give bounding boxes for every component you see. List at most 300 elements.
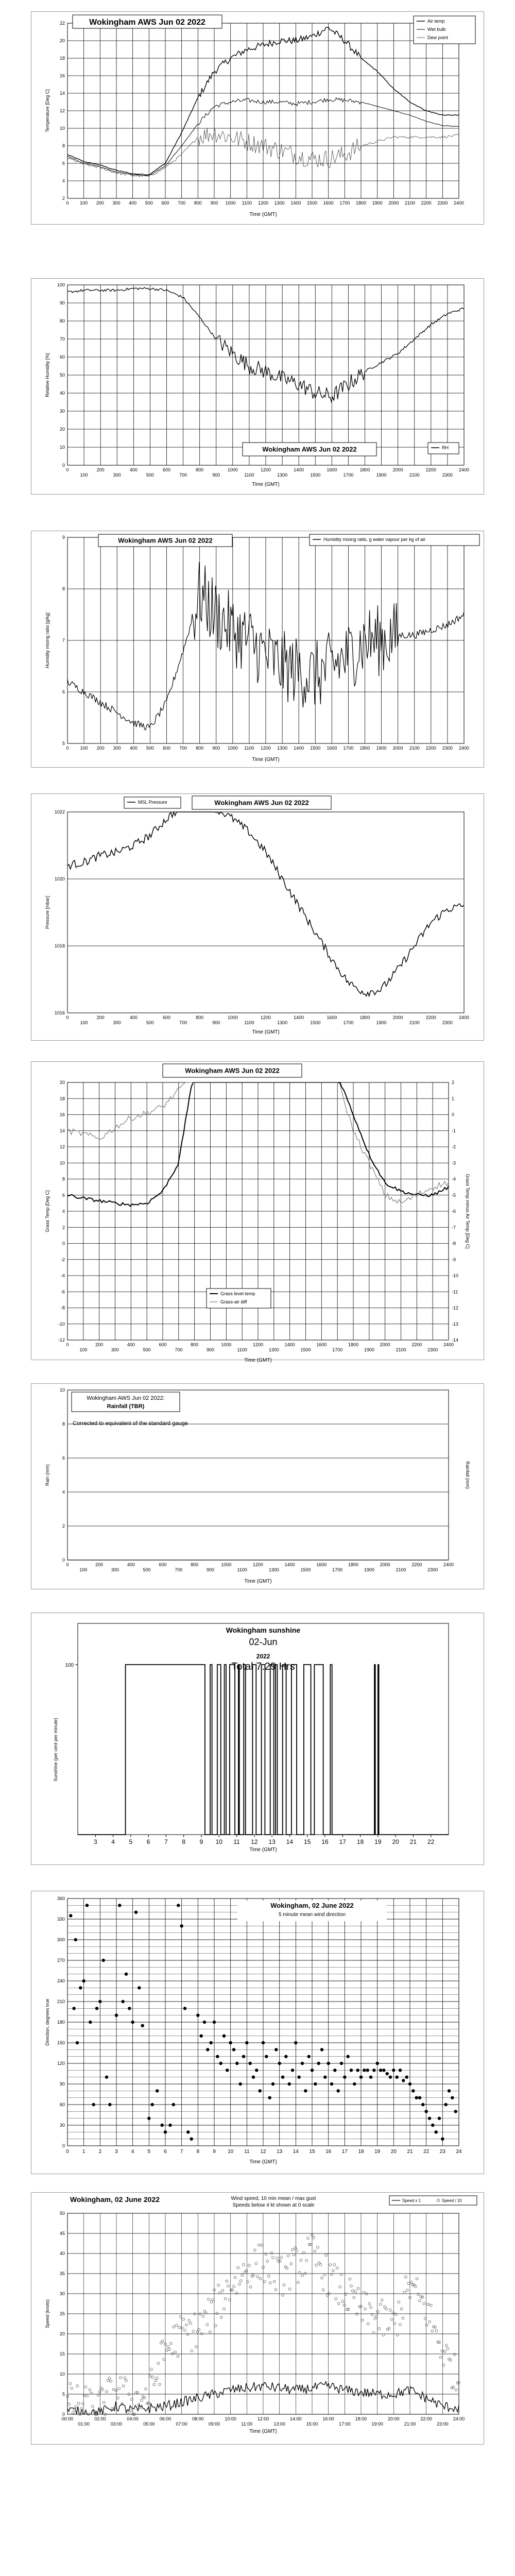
grass-xtick-label: 2400 bbox=[443, 1342, 454, 1347]
mix-xtick-label: 1500 bbox=[310, 745, 321, 751]
rain-xtick-label: 100 bbox=[79, 1567, 88, 1572]
dir-point bbox=[210, 2041, 213, 2044]
wind-xtick-label: 21:00 bbox=[404, 2421, 416, 2427]
temp-xtick-label: 200 bbox=[96, 200, 104, 206]
mix-xtick-label: 1800 bbox=[359, 745, 370, 751]
temperature-chart-panel bbox=[31, 11, 484, 225]
dir-point bbox=[245, 2041, 248, 2044]
grass-ytick-label: 20 bbox=[59, 1080, 65, 1085]
rh-xtick-label: 2100 bbox=[409, 472, 420, 478]
rain-ytick-label: 8 bbox=[62, 1421, 65, 1427]
grass-legend-label: Grass-air diff bbox=[220, 1299, 247, 1304]
sun-y-axis-label: Sunshine (per cent per minute) bbox=[53, 1718, 58, 1782]
dir-point bbox=[366, 2069, 369, 2072]
dir-chart-subtitle: 5 minute mean wind direction bbox=[278, 1912, 346, 1918]
temp-xtick-label: 2200 bbox=[421, 200, 432, 206]
wind-ytick-label: 0 bbox=[62, 2412, 65, 2417]
dir-ytick-label: 60 bbox=[59, 2102, 65, 2107]
dir-point bbox=[363, 2069, 366, 2072]
grass-temp-chart bbox=[31, 1062, 484, 1363]
rh-ytick-label: 10 bbox=[59, 445, 65, 450]
dir-point bbox=[438, 2117, 441, 2120]
rain-x-axis-label: Time (GMT) bbox=[244, 1579, 272, 1584]
dir-point bbox=[379, 2069, 382, 2072]
press-xtick-label: 200 bbox=[96, 1015, 105, 1020]
wind-direction-chart bbox=[31, 1891, 484, 2174]
mix-xtick-label: 600 bbox=[162, 745, 171, 751]
press-ytick-label: 1020 bbox=[54, 876, 65, 882]
rh-xtick-label: 2400 bbox=[458, 467, 470, 472]
rain-xtick-label: 600 bbox=[159, 1562, 167, 1567]
rh-xtick-label: 1800 bbox=[359, 467, 370, 472]
mix-xtick-label: 2300 bbox=[442, 745, 453, 751]
mix-xtick-label: 2400 bbox=[458, 745, 470, 751]
rh-xtick-label: 300 bbox=[113, 472, 121, 478]
rain-chart-subtitle: Rainfall (TBR) bbox=[107, 1403, 145, 1410]
dir-point bbox=[311, 2069, 314, 2072]
grass-ytick-label: -10 bbox=[58, 1321, 65, 1327]
dir-xtick-label: 0 bbox=[66, 2149, 69, 2155]
press-xtick-label: 400 bbox=[129, 1015, 138, 1020]
mix-ytick-label: 6 bbox=[62, 689, 65, 694]
press-xtick-label: 900 bbox=[212, 1020, 220, 1025]
wind-xtick-label: 17:00 bbox=[339, 2421, 351, 2427]
dir-point bbox=[448, 2089, 451, 2092]
temp-ytick-label: 8 bbox=[62, 143, 65, 148]
sunshine-chart-panel bbox=[31, 1613, 484, 1865]
dir-point bbox=[451, 2096, 454, 2099]
sun-xtick-label: 3 bbox=[93, 1838, 97, 1845]
grass-xtick-label: 2300 bbox=[427, 1347, 438, 1352]
dir-xtick-label: 10 bbox=[228, 2149, 234, 2155]
wind-ytick-label: 15 bbox=[59, 2351, 65, 2357]
grass-ytick-label: -2 bbox=[60, 1257, 65, 1262]
press-xtick-label: 300 bbox=[113, 1020, 121, 1025]
sun-xtick-label: 21 bbox=[409, 1838, 417, 1845]
mix-xtick-label: 2100 bbox=[409, 745, 420, 751]
dir-point bbox=[268, 2096, 271, 2099]
grass-xtick-label: 2100 bbox=[396, 1347, 406, 1352]
press-ytick-label: 1016 bbox=[54, 1010, 65, 1015]
wind-xtick-label: 20:00 bbox=[388, 2416, 400, 2421]
grass-xtick-label: 900 bbox=[206, 1347, 215, 1352]
mix-xtick-label: 0 bbox=[66, 745, 69, 751]
grass-ytick-label: 2 bbox=[62, 1225, 65, 1230]
wind-chart-subtitle: Wind speed, 10 min mean / max gust bbox=[231, 2196, 316, 2201]
temperature-chart bbox=[31, 12, 484, 224]
wind-ytick-label: 25 bbox=[59, 2311, 65, 2316]
wind-xtick-label: 10:00 bbox=[225, 2416, 236, 2421]
rain-xtick-label: 2400 bbox=[443, 1562, 454, 1567]
grass-ytick-label: -4 bbox=[60, 1273, 65, 1278]
rain-xtick-label: 1100 bbox=[237, 1567, 247, 1572]
grass-xtick-label: 1200 bbox=[252, 1342, 264, 1347]
sun-xtick-label: 12 bbox=[251, 1838, 258, 1845]
dir-point bbox=[428, 2117, 431, 2120]
press-plot-area bbox=[67, 812, 464, 1013]
dir-xtick-label: 3 bbox=[115, 2149, 118, 2155]
dir-xtick-label: 19 bbox=[374, 2149, 381, 2155]
grass-ytick-label: 16 bbox=[59, 1112, 65, 1117]
rh-legend-label: RH bbox=[442, 445, 449, 450]
rh-y-axis-label: Relative Humidity [%] bbox=[45, 353, 50, 397]
sun-xtick-label: 9 bbox=[199, 1838, 203, 1845]
dir-xtick-label: 7 bbox=[180, 2149, 183, 2155]
dir-point bbox=[156, 2089, 159, 2092]
dir-point bbox=[98, 2000, 101, 2003]
press-xtick-label: 800 bbox=[196, 1015, 204, 1020]
wind-xtick-label: 00:00 bbox=[61, 2416, 74, 2421]
dir-point bbox=[122, 2000, 125, 2003]
wind-legend-label: Speed x 1 bbox=[402, 2198, 421, 2203]
rain-xtick-label: 800 bbox=[191, 1562, 199, 1567]
grass-y2tick-label: -4 bbox=[452, 1176, 456, 1182]
pressure-chart bbox=[31, 794, 484, 1040]
rh-xtick-label: 1700 bbox=[343, 472, 354, 478]
dir-point bbox=[177, 1904, 180, 1907]
grass-legend-label: Grass level temp bbox=[220, 1291, 255, 1296]
temp-xtick-label: 400 bbox=[129, 200, 137, 206]
grass-xtick-label: 400 bbox=[127, 1342, 135, 1347]
press-xtick-label: 2200 bbox=[425, 1015, 436, 1020]
wind-xtick-label: 13:00 bbox=[273, 2421, 285, 2427]
dir-point bbox=[147, 2117, 150, 2120]
rain-chart-title: Wokingham AWS Jun 02 2022: bbox=[87, 1395, 165, 1401]
rh-xtick-label: 2200 bbox=[425, 467, 436, 472]
grass-ytick-label: 0 bbox=[62, 1241, 65, 1246]
temp-xtick-label: 2300 bbox=[437, 200, 448, 206]
dir-ytick-label: 270 bbox=[57, 1958, 65, 1963]
temp-xtick-label: 1200 bbox=[258, 200, 269, 206]
sun-xtick-label: 4 bbox=[111, 1838, 115, 1845]
rh-xtick-label: 600 bbox=[162, 467, 171, 472]
press-xtick-label: 1900 bbox=[376, 1020, 387, 1025]
temp-xtick-label: 2100 bbox=[404, 200, 416, 206]
press-xtick-label: 1500 bbox=[310, 1020, 321, 1025]
humidity-chart bbox=[31, 279, 484, 494]
dir-point bbox=[125, 1973, 128, 1976]
grass-chart-title: Wokingham AWS Jun 02 2022 bbox=[185, 1066, 280, 1075]
temp-x-axis-label: Time (GMT) bbox=[249, 212, 277, 217]
wind-xtick-label: 05:00 bbox=[143, 2421, 155, 2427]
grass-y-axis-label: Grass Temp [Deg C] bbox=[45, 1190, 50, 1232]
dir-ytick-label: 90 bbox=[59, 2081, 65, 2087]
dir-point bbox=[262, 2041, 265, 2044]
dir-point bbox=[435, 2130, 438, 2133]
dir-point bbox=[359, 2076, 363, 2079]
sun-ytick-label: 100 bbox=[65, 1663, 74, 1668]
sun-chart-subtitle: 02-Jun bbox=[249, 1637, 278, 1647]
dir-point bbox=[190, 2138, 193, 2141]
grass-ytick-label: 10 bbox=[59, 1160, 65, 1166]
wind-xtick-label: 15:00 bbox=[306, 2421, 318, 2427]
dir-point bbox=[418, 2096, 421, 2099]
temp-xtick-label: 2000 bbox=[388, 200, 399, 206]
grass-y2-axis-label: Grass Temp minus Air Temp [Deg C] bbox=[465, 1174, 470, 1249]
sun-xtick-label: 19 bbox=[374, 1838, 382, 1845]
rain-xtick-label: 700 bbox=[175, 1567, 183, 1572]
dir-point bbox=[320, 2048, 323, 2051]
dir-point bbox=[164, 2130, 167, 2133]
wind-speed-chart bbox=[31, 2193, 484, 2444]
rain-xtick-label: 1800 bbox=[348, 1562, 359, 1567]
grass-xtick-label: 1300 bbox=[268, 1347, 279, 1352]
mix-ytick-label: 8 bbox=[62, 586, 65, 591]
dir-point bbox=[74, 1938, 77, 1941]
dir-xtick-label: 8 bbox=[196, 2149, 200, 2155]
press-xtick-label: 1400 bbox=[294, 1015, 304, 1020]
press-ytick-label: 1022 bbox=[54, 809, 65, 815]
grass-ytick-label: 8 bbox=[62, 1176, 65, 1182]
temp-xtick-label: 1300 bbox=[274, 200, 285, 206]
dir-point bbox=[252, 2076, 255, 2079]
dir-point bbox=[141, 2024, 144, 2027]
dir-point bbox=[323, 2076, 327, 2079]
grass-xtick-label: 500 bbox=[143, 1347, 151, 1352]
pressure-chart-panel bbox=[31, 793, 484, 1041]
dir-ytick-label: 150 bbox=[57, 2040, 65, 2045]
press-xtick-label: 1000 bbox=[227, 1015, 238, 1020]
dir-point bbox=[73, 2007, 76, 2010]
dir-point bbox=[392, 2069, 395, 2072]
dir-xtick-label: 24 bbox=[456, 2149, 462, 2155]
dir-point bbox=[301, 2062, 304, 2065]
dir-xtick-label: 20 bbox=[390, 2149, 397, 2155]
dir-point bbox=[330, 2082, 333, 2086]
wind-xtick-label: 18:00 bbox=[355, 2416, 367, 2421]
rainfall-chart-panel bbox=[31, 1383, 484, 1589]
dir-ytick-label: 240 bbox=[57, 1978, 65, 1984]
mix-xtick-label: 2200 bbox=[425, 745, 436, 751]
dir-chart-title: Wokingham, 02 June 2022 bbox=[270, 1902, 354, 1909]
rain-xtick-label: 1900 bbox=[364, 1567, 374, 1572]
dir-point bbox=[396, 2076, 399, 2079]
dir-point bbox=[271, 2082, 274, 2086]
rh-xtick-label: 900 bbox=[212, 472, 220, 478]
dir-point bbox=[382, 2069, 385, 2072]
temp-xtick-label: 0 bbox=[66, 200, 69, 206]
dir-point bbox=[411, 2089, 415, 2092]
dir-point bbox=[284, 2055, 287, 2058]
press-xtick-label: 1700 bbox=[343, 1020, 354, 1025]
dir-point bbox=[415, 2096, 418, 2099]
rain-xtick-label: 200 bbox=[95, 1562, 104, 1567]
press-chart-title: Wokingham AWS Jun 02 2022 bbox=[214, 799, 309, 807]
press-y-axis-label: Pressure [mbar] bbox=[45, 895, 50, 929]
rain-xtick-label: 1500 bbox=[300, 1567, 311, 1572]
sun-total: Total 7.29 Hrs bbox=[231, 1661, 295, 1672]
rain-ytick-label: 6 bbox=[62, 1455, 65, 1461]
dir-point bbox=[219, 2062, 222, 2065]
wind-xtick-label: 24:00 bbox=[453, 2416, 465, 2421]
sun-xtick-label: 10 bbox=[215, 1838, 222, 1845]
mix-xtick-label: 800 bbox=[196, 745, 204, 751]
wind-chart-subtitle2: Speeds below 4 kt shown at 0 scale bbox=[232, 2202, 315, 2208]
dir-point bbox=[89, 2021, 92, 2024]
dir-point bbox=[222, 2035, 226, 2038]
mix-xtick-label: 400 bbox=[129, 745, 138, 751]
dir-point bbox=[369, 2076, 372, 2079]
wind-ytick-label: 40 bbox=[59, 2251, 65, 2256]
dir-point bbox=[255, 2069, 258, 2072]
dir-xtick-label: 22 bbox=[423, 2149, 430, 2155]
temp-chart-title: Wokingham AWS Jun 02 2022 bbox=[89, 18, 205, 27]
dir-point bbox=[232, 2048, 235, 2051]
grass-y2tick-label: 2 bbox=[452, 1080, 455, 1085]
rain-note: Corrected to equivalent of the standard gauge bbox=[73, 1420, 188, 1427]
press-xtick-label: 100 bbox=[80, 1020, 88, 1025]
dir-xtick-label: 13 bbox=[277, 2149, 283, 2155]
dir-xtick-label: 14 bbox=[293, 2149, 299, 2155]
grass-y2tick-label: -9 bbox=[452, 1257, 456, 1262]
temp-xtick-label: 800 bbox=[194, 200, 202, 206]
dir-point bbox=[307, 2055, 311, 2058]
sun-xtick-label: 5 bbox=[129, 1838, 133, 1845]
dir-ytick-label: 0 bbox=[62, 2143, 65, 2148]
wind-xtick-label: 11:00 bbox=[241, 2421, 253, 2427]
temp-ytick-label: 6 bbox=[62, 161, 65, 166]
grass-y2tick-label: 1 bbox=[452, 1096, 455, 1101]
dir-xtick-label: 2 bbox=[98, 2149, 102, 2155]
grass-xtick-label: 1900 bbox=[364, 1347, 374, 1352]
mix-xtick-label: 1100 bbox=[244, 745, 254, 751]
dir-point bbox=[115, 2014, 118, 2017]
dir-xtick-label: 9 bbox=[213, 2149, 216, 2155]
mix-x-axis-label: Time (GMT) bbox=[252, 757, 280, 762]
rain-xtick-label: 2100 bbox=[396, 1567, 406, 1572]
sunshine-chart bbox=[31, 1613, 484, 1865]
dir-point bbox=[274, 2048, 278, 2051]
grass-ytick-label: 14 bbox=[59, 1128, 65, 1133]
rh-xtick-label: 1500 bbox=[310, 472, 321, 478]
mix-xtick-label: 300 bbox=[113, 745, 121, 751]
dir-ytick-label: 120 bbox=[57, 2061, 65, 2066]
rain-xtick-label: 900 bbox=[206, 1567, 215, 1572]
sun-xtick-label: 14 bbox=[286, 1838, 294, 1845]
sun-chart-title: Wokingham sunshine bbox=[226, 1626, 301, 1634]
mix-xtick-label: 1000 bbox=[227, 745, 238, 751]
rh-ytick-label: 0 bbox=[62, 463, 65, 468]
rain-ytick-label: 2 bbox=[62, 1523, 65, 1529]
grass-xtick-label: 0 bbox=[66, 1342, 69, 1347]
grass-y2tick-label: -3 bbox=[452, 1160, 456, 1166]
grass-y2tick-label: -7 bbox=[452, 1225, 456, 1230]
dir-xtick-label: 4 bbox=[131, 2149, 134, 2155]
humidity-chart-panel bbox=[31, 278, 484, 495]
mix-xtick-label: 1300 bbox=[277, 745, 288, 751]
dir-point bbox=[131, 2021, 134, 2024]
rh-xtick-label: 2000 bbox=[392, 467, 403, 472]
wind-xtick-label: 14:00 bbox=[290, 2416, 302, 2421]
rh-xtick-label: 0 bbox=[66, 467, 69, 472]
rh-ytick-label: 30 bbox=[59, 409, 65, 414]
rain-xtick-label: 400 bbox=[127, 1562, 135, 1567]
grass-xtick-label: 600 bbox=[159, 1342, 167, 1347]
temp-xtick-label: 1700 bbox=[339, 200, 350, 206]
dir-point bbox=[265, 2055, 268, 2058]
dir-point bbox=[333, 2069, 336, 2072]
grass-ytick-label: -8 bbox=[60, 1305, 65, 1311]
rh-xtick-label: 1300 bbox=[277, 472, 288, 478]
dir-point bbox=[343, 2076, 346, 2079]
rain-xtick-label: 1600 bbox=[316, 1562, 327, 1567]
dir-point bbox=[278, 2062, 281, 2065]
dir-point bbox=[431, 2124, 434, 2127]
grass-xtick-label: 1100 bbox=[237, 1347, 247, 1352]
dir-ytick-label: 30 bbox=[59, 2123, 65, 2128]
press-xtick-label: 600 bbox=[162, 1015, 171, 1020]
temp-xtick-label: 1500 bbox=[306, 200, 318, 206]
temp-legend-label: Wet bulb bbox=[427, 27, 446, 32]
rh-ytick-label: 70 bbox=[59, 336, 65, 342]
rh-xtick-label: 500 bbox=[146, 472, 154, 478]
press-legend-label: MSL Pressure bbox=[138, 800, 167, 805]
dir-point bbox=[76, 2041, 79, 2044]
sun-xtick-label: 8 bbox=[182, 1838, 186, 1845]
press-ytick-label: 1018 bbox=[54, 943, 65, 948]
dir-point bbox=[82, 1979, 85, 1982]
dir-point bbox=[441, 2138, 444, 2141]
dir-point bbox=[389, 2076, 392, 2079]
rh-ytick-label: 20 bbox=[59, 427, 65, 432]
dir-xtick-label: 11 bbox=[244, 2149, 250, 2155]
wind-xtick-label: 23:00 bbox=[437, 2421, 449, 2427]
temp-xtick-label: 600 bbox=[161, 200, 169, 206]
dir-point bbox=[399, 2069, 402, 2072]
dir-point bbox=[92, 2103, 95, 2106]
mix-xtick-label: 200 bbox=[96, 745, 105, 751]
wind-ytick-label: 5 bbox=[62, 2392, 65, 2397]
dir-point bbox=[386, 2072, 389, 2075]
mixing-ratio-chart-panel bbox=[31, 531, 484, 768]
sun-xtick-label: 6 bbox=[146, 1838, 150, 1845]
temp-y-axis-label: Temperature [Deg C] bbox=[45, 89, 50, 132]
grass-y2tick-label: -12 bbox=[452, 1305, 459, 1311]
wind-direction-chart-panel bbox=[31, 1891, 484, 2174]
temp-ytick-label: 16 bbox=[59, 73, 65, 78]
temp-ytick-label: 12 bbox=[59, 108, 65, 113]
temp-xtick-label: 1600 bbox=[323, 200, 334, 206]
dir-ytick-label: 330 bbox=[57, 1917, 65, 1922]
grass-y2tick-label: 0 bbox=[452, 1112, 455, 1117]
dir-point bbox=[454, 2110, 457, 2113]
sun-year: 2022 bbox=[256, 1653, 270, 1660]
temp-legend-label: Air temp bbox=[427, 19, 445, 24]
wind-xtick-label: 04:00 bbox=[127, 2416, 139, 2421]
dir-point bbox=[95, 2007, 98, 2010]
grass-temp-chart-panel bbox=[31, 1061, 484, 1363]
wind-xtick-label: 08:00 bbox=[192, 2416, 204, 2421]
grass-ytick-label: 18 bbox=[59, 1096, 65, 1101]
press-xtick-label: 0 bbox=[66, 1015, 69, 1020]
dir-point bbox=[249, 2062, 252, 2065]
grass-xtick-label: 1000 bbox=[221, 1342, 232, 1347]
dir-ytick-label: 300 bbox=[57, 1937, 65, 1942]
grass-xtick-label: 1400 bbox=[284, 1342, 295, 1347]
grass-ytick-label: 4 bbox=[62, 1209, 65, 1214]
rain-ytick-label: 4 bbox=[62, 1489, 65, 1495]
sun-xtick-label: 18 bbox=[356, 1838, 364, 1845]
dir-y-axis-label: Direction, degrees true bbox=[45, 1998, 50, 2046]
temp-xtick-label: 1900 bbox=[372, 200, 383, 206]
grass-ytick-label: -12 bbox=[58, 1337, 65, 1343]
rh-xtick-label: 1100 bbox=[244, 472, 254, 478]
press-xtick-label: 1600 bbox=[327, 1015, 337, 1020]
dir-point bbox=[372, 2069, 375, 2072]
wind-ytick-label: 35 bbox=[59, 2271, 65, 2276]
dir-xtick-label: 15 bbox=[309, 2149, 315, 2155]
dir-point bbox=[79, 1986, 82, 1989]
